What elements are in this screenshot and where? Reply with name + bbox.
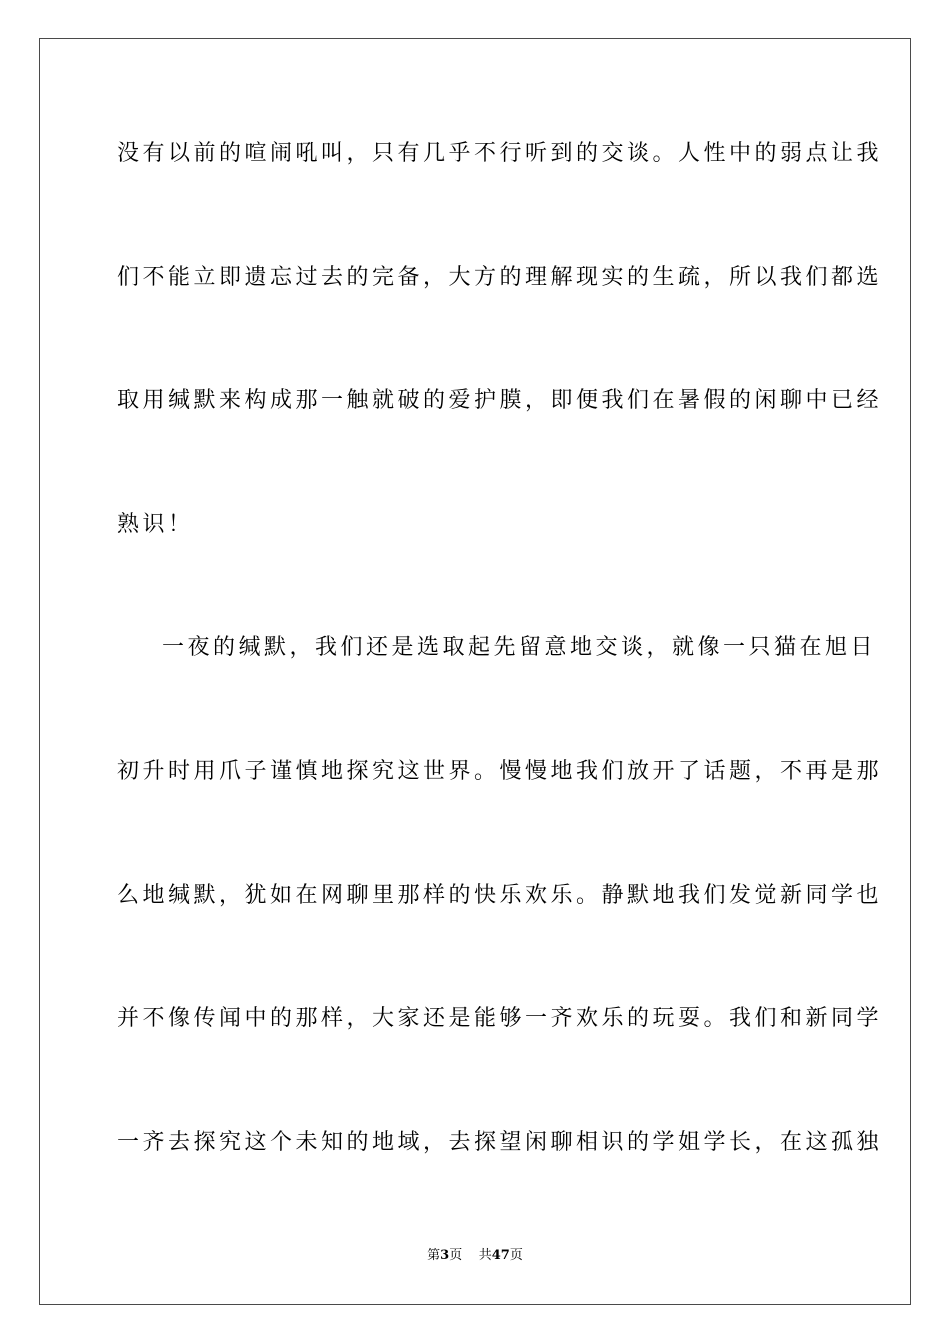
footer-page-number: 3: [440, 1248, 450, 1263]
body-text-line-9: 一齐去探究这个未知的地域，去探望闲聊相识的学姐学长，在这孤独: [117, 1130, 883, 1155]
page-border: [39, 38, 911, 1305]
body-text-line-3: 取用缄默来构成那一触就破的爱护膜，即便我们在暑假的闲聊中已经: [117, 388, 883, 413]
footer-total-prefix: 共: [478, 1248, 492, 1263]
body-text-line-8: 并不像传闻中的那样，大家还是能够一齐欢乐的玩耍。我们和新同学: [117, 1006, 883, 1031]
body-text-line-2: 们不能立即遗忘过去的完备，大方的理解现实的生疏，所以我们都选: [117, 265, 883, 290]
footer-total-suffix: 页: [509, 1248, 523, 1263]
paragraph-start-line: 一夜的缄默，我们还是选取起先留意地交谈，就像一只猫在旭日: [162, 635, 877, 660]
body-text-line-7: 么地缄默，犹如在网聊里那样的快乐欢乐。静默地我们发觉新同学也: [117, 883, 883, 908]
body-text-line-4: 熟识！: [117, 512, 194, 537]
body-text-line-1: 没有以前的喧闹吼叫，只有几乎不行听到的交谈。人性中的弱点让我: [117, 141, 883, 166]
body-text-line-6: 初升时用爪子谨慎地探究这世界。慢慢地我们放开了话题，不再是那: [117, 759, 883, 784]
footer-total-pages: 47: [491, 1248, 510, 1263]
footer-page-prefix: 第: [427, 1248, 441, 1263]
footer-page-suffix: 页: [449, 1248, 463, 1263]
page-footer: [0, 1247, 950, 1265]
